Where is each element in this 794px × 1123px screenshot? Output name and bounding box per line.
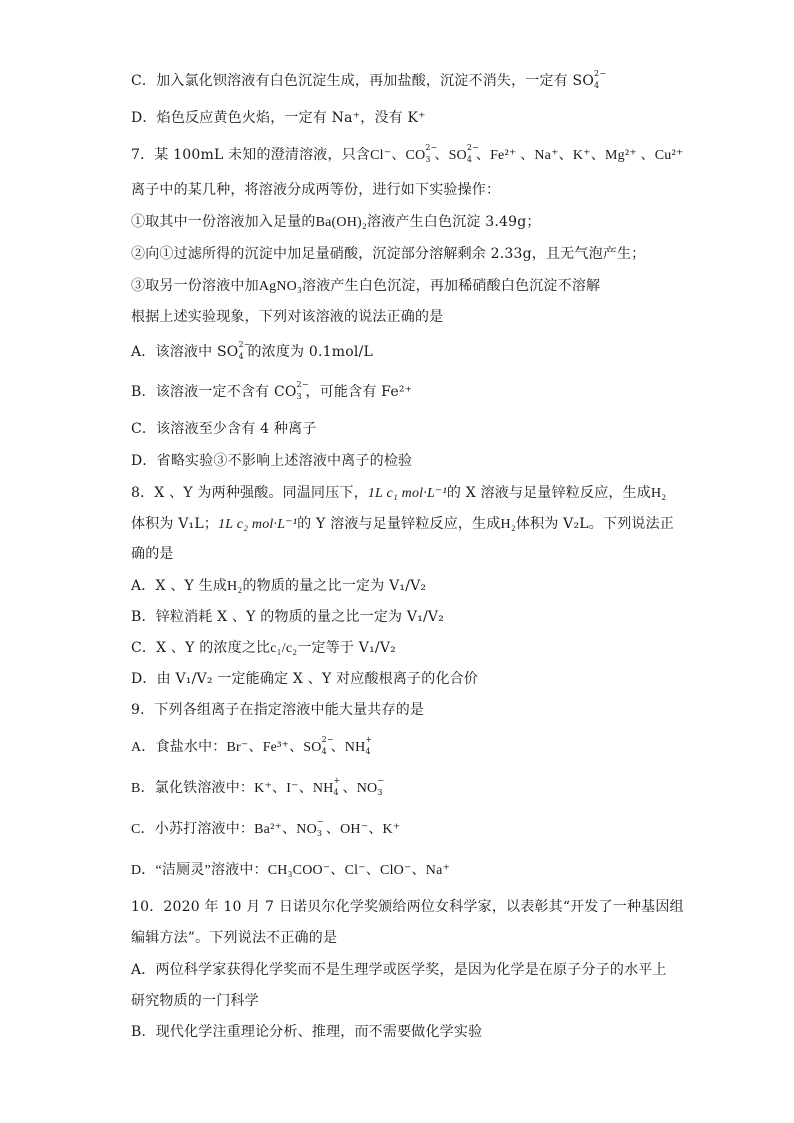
option-8a: A．X 、Y 生成H₂的物质的量之比一定为 V₁/V₂ [131, 578, 427, 594]
question-10-stem-cont: 编辑方法”。下列说法不正确的是 [131, 930, 338, 946]
option-7c-prev: C．加入氯化钡溶液有白色沉淀生成，再加盐酸，沉淀不消失，一定有 SO 2− 4 [131, 69, 607, 90]
option-7d-prev: D．焰色反应黄色火焰，一定有 Na⁺，没有 K⁺ [131, 110, 426, 126]
option-7a: A．该溶液中 SO 2− 4 的浓度为 0.1mol/L [131, 340, 373, 361]
option-8c: C．X 、Y 的浓度之比c₁/c₂一定等于 V₁/V₂ [131, 640, 396, 656]
option-9d: D．“洁厕灵”溶液中：CH₃COO⁻、Cl⁻、ClO⁻、Na⁺ [131, 863, 451, 878]
step-3: ③取另一份溶液中加AgNO₃溶液产生白色沉淀，再加稀硝酸白色沉淀不溶解 [131, 278, 601, 294]
option-7d: D．省略实验③不影响上述溶液中离子的检验 [131, 453, 413, 469]
option-9c: C．小苏打溶液中：Ba²⁺、NO − 3 、OH⁻、K⁺ [131, 817, 401, 838]
question-7-stem: 7．某 100mL 未知的澄清溶液，只含Cl⁻、CO 2− 3 、SO 2− 4 、Fe²⁺ 、Na⁺、K⁺、Mg²⁺ 、Cu²⁺ [131, 143, 684, 164]
question-8-stem-cont: 体积为 V₁L；1L c₂ mol·L⁻¹的 Y 溶液与足量锌粒反应，生成H₂体积为 V₂L。下列说法正 [131, 516, 674, 532]
question-7-stem-cont: 离子中的某几种，将溶液分成两等份，进行如下实验操作： [131, 182, 501, 198]
option-9b: B．氯化铁溶液中：K⁺、I⁻、NH + 4 、NO − 3 [131, 776, 385, 797]
option-8b: B．锌粒消耗 X 、Y 的物质的量之比一定为 V₁/V₂ [131, 609, 445, 625]
question-10-stem: 10．2020 年 10 月 7 日诺贝尔化学奖颁给两位女科学家，以表彰其“开发了一种基因组 [131, 899, 684, 915]
question-7-prompt: 根据上述实验现象，下列对该溶液的说法正确的是 [131, 309, 444, 325]
question-8-stem-end: 确的是 [131, 546, 174, 562]
option-8d: D．由 V₁/V₂ 一定能确定 X 、Y 对应酸根离子的化合价 [131, 671, 479, 687]
step-1: ①取其中一份溶液加入足量的Ba(OH)₂溶液产生白色沉淀 3.49g； [131, 214, 541, 230]
option-10a: A．两位科学家获得化学奖而不是生理学或医学奖，是因为化学是在原子分子的水平上 [131, 962, 667, 978]
option-10a-cont: 研究物质的一门科学 [131, 993, 259, 1009]
step-2: ②向①过滤所得的沉淀中加足量硝酸，沉淀部分溶解剩余 2.33g，且无气泡产生； [131, 246, 646, 262]
question-9-stem: 9．下列各组离子在指定溶液中能大量共存的是 [131, 702, 425, 718]
option-10b: B．现代化学注重理论分析、推理，而不需要做化学实验 [131, 1024, 483, 1040]
option-7b: B．该溶液一定不含有 CO 2− 3 ，可能含有 Fe²⁺ [131, 380, 413, 401]
option-9a: A．食盐水中：Br⁻、Fe³⁺、SO 2− 4 、NH + 4 [131, 735, 373, 756]
question-8-stem: 8．X 、Y 为两种强酸。同温同压下，1L c₁ mol·L⁻¹的 X 溶液与足量锌粒反应，生成H₂ [131, 485, 667, 501]
option-7c: C．该溶液至少含有 4 种离子 [131, 421, 317, 437]
